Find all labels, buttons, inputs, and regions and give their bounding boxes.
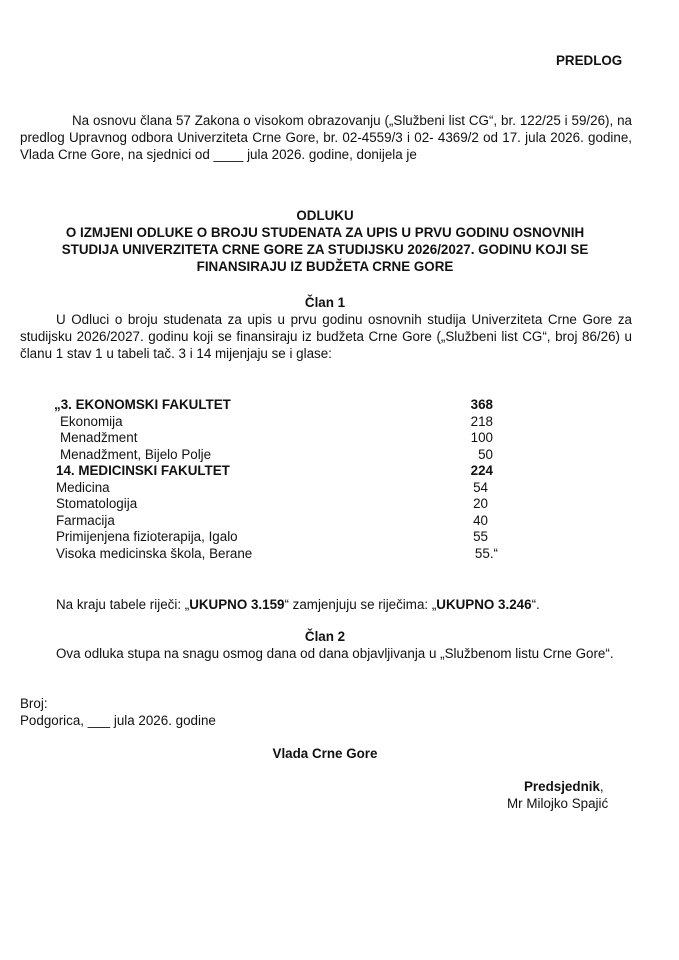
new-total: UKUPNO 3.246 [436, 597, 532, 612]
row-name: Visoka medicinska škola, Berane [56, 545, 253, 561]
row-value: 55 [473, 529, 488, 544]
table-row [0, 396, 679, 413]
article-1-heading: Član 1 [304, 295, 346, 310]
sentence-middle: “ zamjenjuju se riječima: „ [284, 597, 437, 612]
title-line-2: O IZMJENI ODLUKE O BROJU STUDENATA ZA UPIS U PRVU GODINU OSNOVNIH [65, 225, 585, 240]
table-row [0, 429, 679, 446]
signatory-comma: , [599, 779, 604, 794]
preamble-date-blank: ____ [213, 147, 244, 162]
title-line-1: ODLUKU [296, 208, 354, 223]
row-name: Primijenjena fizioterapija, Igalo [56, 529, 238, 544]
article-2-text: Ova odluka stupa na snagu osmog dana od dana objavljivanja u „Službenom listu Crne Gore“. [56, 646, 614, 661]
sentence-prefix: Na kraju tabele riječi: „ [56, 597, 190, 612]
row-name: Menadžment, Bijelo Polje [60, 446, 212, 462]
title-line-3: STUDIJA UNIVERZITETA CRNE GORE ZA STUDIJSKU 2026/2027. GODINU KOJI SE [61, 242, 589, 257]
row-name: Farmacija [56, 512, 115, 528]
table-row [0, 528, 679, 545]
row-value: 40 [473, 512, 488, 528]
preamble-end: jula 2026. godine, donijela je [247, 147, 417, 162]
row-value: 20 [473, 496, 488, 511]
place-date-line [20, 712, 216, 729]
sentence-suffix: “. [531, 597, 540, 612]
table-row [0, 446, 679, 463]
proposal-label: PREDLOG [556, 53, 623, 68]
table-row [0, 495, 679, 512]
row-value: 55.“ [474, 545, 498, 561]
row-name: 14. MEDICINSKI FAKULTET [56, 463, 230, 478]
row-value: 368 [470, 397, 493, 412]
government-name: Vlada Crne Gore [272, 746, 378, 761]
signatory-title-line [524, 778, 604, 795]
table-row [0, 512, 679, 529]
preamble-text: Na osnovu člana 57 Zakona o visokom obrazovanju („Službeni list CG“, br. 122/25 i 59/26), na predlog Upravnog odbora Univerziteta Crne Gore, br. 02-4559/3 i 02- 4369/2 od 17. jula 2026. godine, Vlada Crne Gore, na sjednici od [20, 113, 632, 162]
preamble [20, 112, 632, 163]
row-value: 100 [470, 430, 493, 445]
article-1-text: U Odluci o broju studenata za upis u prvu godinu osnovnih studija Univerziteta Crne Gore za studijsku 2026/2027. godinu koji se finansiraju iz budžeta Crne Gore („Službeni list CG“, broj 86/26) u članu 1 stav 1 u tabeli tač. 3 i 14 mijenjaju se i glase: [20, 312, 632, 361]
row-name: Ekonomija [60, 413, 123, 429]
article-2-heading: Član 2 [304, 629, 346, 644]
row-value: 218 [470, 413, 493, 429]
signatory-name: Mr Milojko Spajić [507, 796, 609, 811]
faculty-table [0, 396, 679, 568]
table-row [0, 413, 679, 430]
row-name: Stomatologija [56, 496, 138, 511]
row-value: 54 [473, 479, 488, 495]
title-line-4: FINANSIRAJU IZ BUDŽETA CRNE GORE [196, 259, 454, 274]
date-blank: ___ [87, 713, 111, 728]
total-replacement-sentence [56, 596, 656, 613]
row-name: Menadžment [60, 430, 138, 445]
signatory-title: Predsjednik [524, 779, 600, 794]
table-row [0, 479, 679, 496]
old-total: UKUPNO 3.159 [189, 597, 285, 612]
decision-title [0, 207, 650, 275]
document-number-label: Broj: [20, 696, 48, 711]
table-row [0, 462, 679, 479]
row-name: „3. EKONOMSKI FAKULTET [54, 397, 231, 412]
table-row [0, 545, 679, 562]
row-value: 224 [470, 463, 493, 478]
place-name: Podgorica, [20, 713, 85, 728]
date-suffix: jula 2026. godine [113, 713, 216, 728]
row-value: 50 [478, 446, 493, 462]
row-name: Medicina [56, 479, 110, 495]
